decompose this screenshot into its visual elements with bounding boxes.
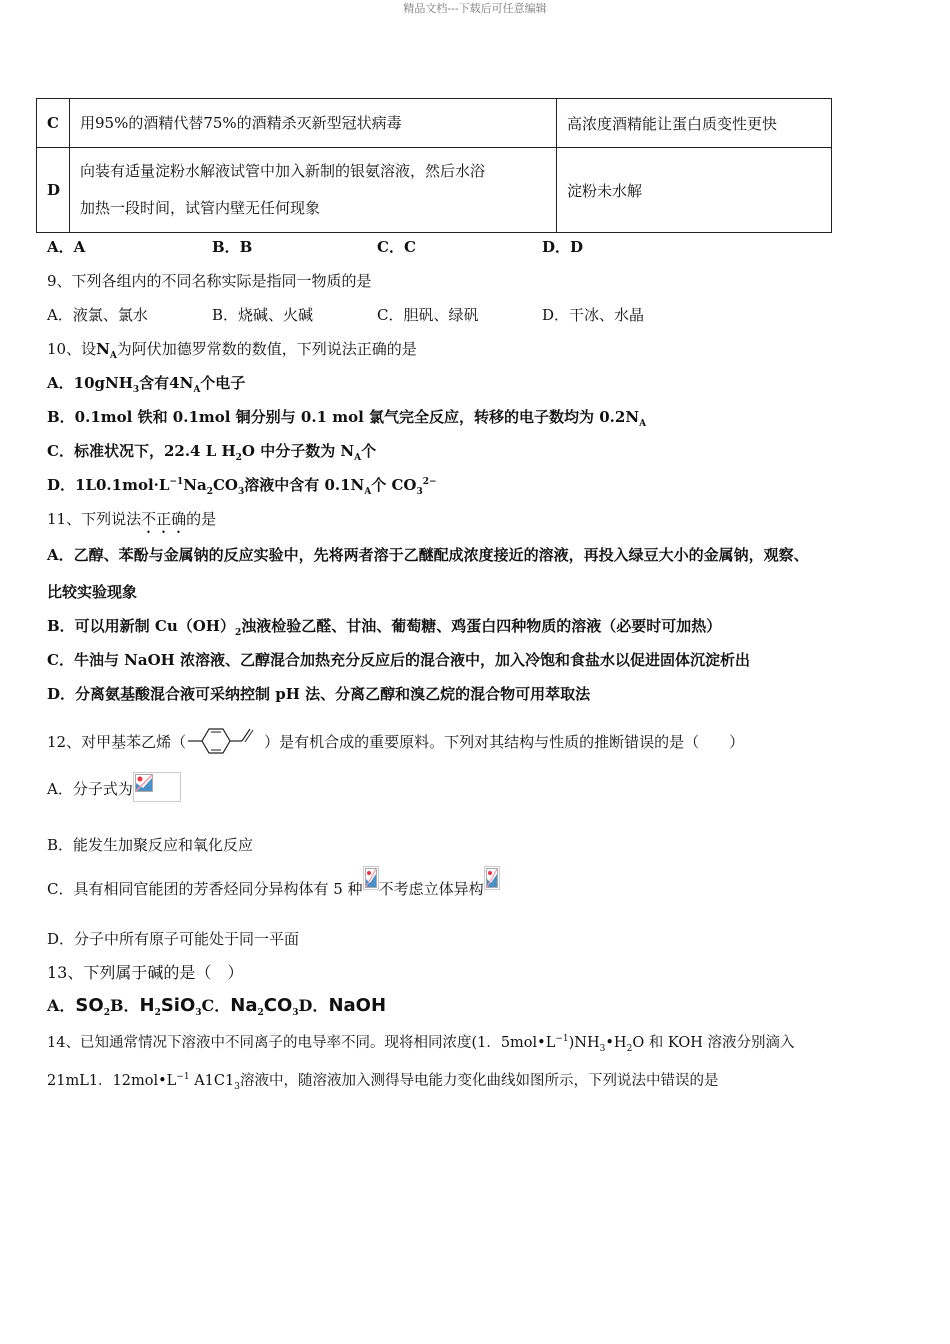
table-row <box>37 99 832 148</box>
text: B．可以用新制 Cu（OH） <box>47 617 235 635</box>
q13-options: A．$SO_2B$．$H_2SiO_3C$．$Na_2CO_3D$．NaOH <box>47 995 387 1019</box>
formula: NaOH <box>328 995 387 1016</box>
text: C． <box>201 996 231 1015</box>
text: CO <box>212 476 238 494</box>
option-a: A．液氯、氯水 <box>47 306 148 324</box>
broken-image-icon <box>484 866 500 890</box>
q9-stem: 9、下列各组内的不同名称实际是指同一物质的是 <box>47 272 372 290</box>
text: B．0.1mol 铁和 0.1mol 铜分别与 0.1 mol 氯气完全反应，转移的电子数均为 0.2N <box>47 408 640 426</box>
text: A1C1 <box>189 1073 235 1089</box>
text: A．分子式为 <box>47 780 133 798</box>
formula: H <box>139 995 155 1016</box>
text: •H <box>605 1035 627 1051</box>
q11-option-c: C．牛油与 NaOH 浓溶液、乙醇混合加热充分反应后的混合液中，加入冷饱和食盐水以促进固体沉淀析出 <box>47 651 751 669</box>
structure-icon <box>186 724 264 762</box>
text: 21mL1．12mol•L <box>47 1073 177 1089</box>
q12-stem <box>47 724 744 762</box>
row-content-line1: 向装有适量淀粉水解液试管中加入新制的银氨溶液，然后水浴 <box>80 162 486 180</box>
superscript: 2− <box>422 477 437 487</box>
q14-line2: 21mL1．$12mol•L^{-1}$ $A1C1_3$溶液中，随溶液加入测得导电能力变化曲线如图所示，下列说法中错误的是 <box>47 1072 719 1092</box>
q12-option-d: D．分子中所有原子可能处于同一平面 <box>47 930 300 948</box>
stem-part: 为阿伏加德罗常数的数值，下列说法正确的是 <box>116 340 417 358</box>
text: 不考虑立体异构 <box>378 880 484 898</box>
text: 的是 <box>186 510 217 528</box>
question-table <box>36 98 832 233</box>
q9-options <box>47 304 644 325</box>
row-content-line2: 加热一段时间，试管内壁无任何现象 <box>80 199 321 217</box>
option-d: D．干冰、水晶 <box>542 306 645 324</box>
q11-stem <box>47 508 216 537</box>
broken-image-icon <box>363 866 379 890</box>
q10-option-a: A．10gNH$_3$含有$4N_A$个电子 <box>47 374 246 395</box>
text: 浊液检验乙醛、甘油、葡萄糖、鸡蛋白四种物质的溶液（必要时可加热） <box>241 617 722 635</box>
text: 12、对甲基苯乙烯（ <box>47 733 187 751</box>
text: C．标准状况下，22.4 L H <box>47 442 236 460</box>
text: )NH <box>568 1035 600 1051</box>
q14-line1: 14、已知通常情况下溶液中不同离子的电导率不同。现将相同浓度(1．$5mol•L^{-1})NH_3•H_2O$ 和 KOH 溶液分别滴入 <box>47 1034 795 1054</box>
text: D． <box>298 996 329 1015</box>
text: 14、已知通常情况下溶液中不同离子的电导率不同。现将相同浓度(1．5mol•L <box>47 1035 556 1051</box>
row-label: D <box>37 148 70 233</box>
q12-option-c <box>47 866 500 899</box>
q13-stem: 13、下列属于碱的是（ ） <box>47 963 244 982</box>
formula: SO <box>75 995 104 1016</box>
row-reason: 高浓度酒精能让蛋白质变性更快 <box>557 99 832 148</box>
q8-options <box>47 236 583 257</box>
text: 溶液中含有 0.1N <box>244 476 365 494</box>
option-a: A．A <box>47 238 86 256</box>
text: B． <box>109 996 140 1015</box>
emphasis-text: 不正确 <box>141 510 187 528</box>
text: Na <box>183 476 207 494</box>
q10-option-b: B．0.1mol 铁和 0.1mol 铜分别与 0.1 mol 氯气完全反应，转移的电子数均为 $0.2N_A$ <box>47 408 647 429</box>
option-b: B．烧碱、火碱 <box>212 306 314 324</box>
formula: Na <box>230 995 258 1016</box>
table-row <box>37 148 832 233</box>
q10-option-d: D．$1L0.1mol\cdot L^{-1}Na_2CO_3$溶液中含有 $0.1N_A$个 $CO_3^{2-}$ <box>47 476 437 497</box>
text: C．具有相同官能团的芳香烃同分异构体有 5 种 <box>47 880 363 898</box>
row-content: 用95%的酒精代替75%的酒精杀灭新型冠状病毒 <box>70 99 557 148</box>
row-content <box>70 148 557 233</box>
text: ）是有机合成的重要原料。下列对其结构与性质的推断错误的是（ ） <box>264 733 745 751</box>
text: A． <box>47 996 76 1015</box>
text: 含有4N <box>139 374 194 392</box>
superscript: −1 <box>169 477 184 487</box>
text: 溶液中，随溶液加入测得导电能力变化曲线如图所示，下列说法中错误的是 <box>239 1073 719 1089</box>
text: D．1L0.1mol·L <box>47 476 170 494</box>
text: 个电子 <box>200 374 246 392</box>
q11-option-d: D．分离氨基酸混合液可采纳控制 pH 法、分离乙醇和溴乙烷的混合物可用萃取法 <box>47 685 591 703</box>
option-c: C．胆矾、绿矾 <box>377 306 479 324</box>
q11-option-a-line2: 比较实验现象 <box>47 583 138 601</box>
text: A．10gNH <box>47 374 133 392</box>
q11-option-b: B．可以用新制 $Cu(OH)_2$浊液检验乙醛、甘油、葡萄糖、鸡蛋白四种物质的溶液（必要时可加热） <box>47 617 722 638</box>
stem-part: 10、设 <box>47 340 97 358</box>
option-b: B．B <box>212 238 253 256</box>
row-reason: 淀粉未水解 <box>557 148 832 233</box>
q12-option-a <box>47 772 181 802</box>
row-label: C <box>37 99 70 148</box>
option-d: D．D <box>542 238 584 256</box>
na-symbol: $N_A$ <box>96 340 117 361</box>
formula: SiO <box>160 995 196 1016</box>
text: 个 <box>361 442 377 460</box>
text: 11、下列说法 <box>47 510 142 528</box>
formula: CO <box>263 995 293 1016</box>
q10-stem <box>47 338 417 359</box>
broken-image-icon <box>133 772 181 802</box>
text: O 中分子数为 N <box>241 442 355 460</box>
q11-option-a-line1: A．乙醇、苯酚与金属钠的反应实验中，先将两者溶于乙醚配成浓度接近的溶液，再投入绿豆大小的金属钠，观察、 <box>47 546 809 564</box>
q10-option-c: C．标准状况下，22.4 L $H_2O$ 中分子数为 $N_A$个 <box>47 442 377 463</box>
option-c: C．C <box>377 238 416 256</box>
page-header: 精品文档---下载后可任意编辑 <box>403 2 547 15</box>
q12-option-b: B．能发生加聚反应和氧化反应 <box>47 836 254 854</box>
text: O 和 KOH 溶液分别滴入 <box>632 1035 795 1051</box>
text: 个 CO <box>371 476 417 494</box>
